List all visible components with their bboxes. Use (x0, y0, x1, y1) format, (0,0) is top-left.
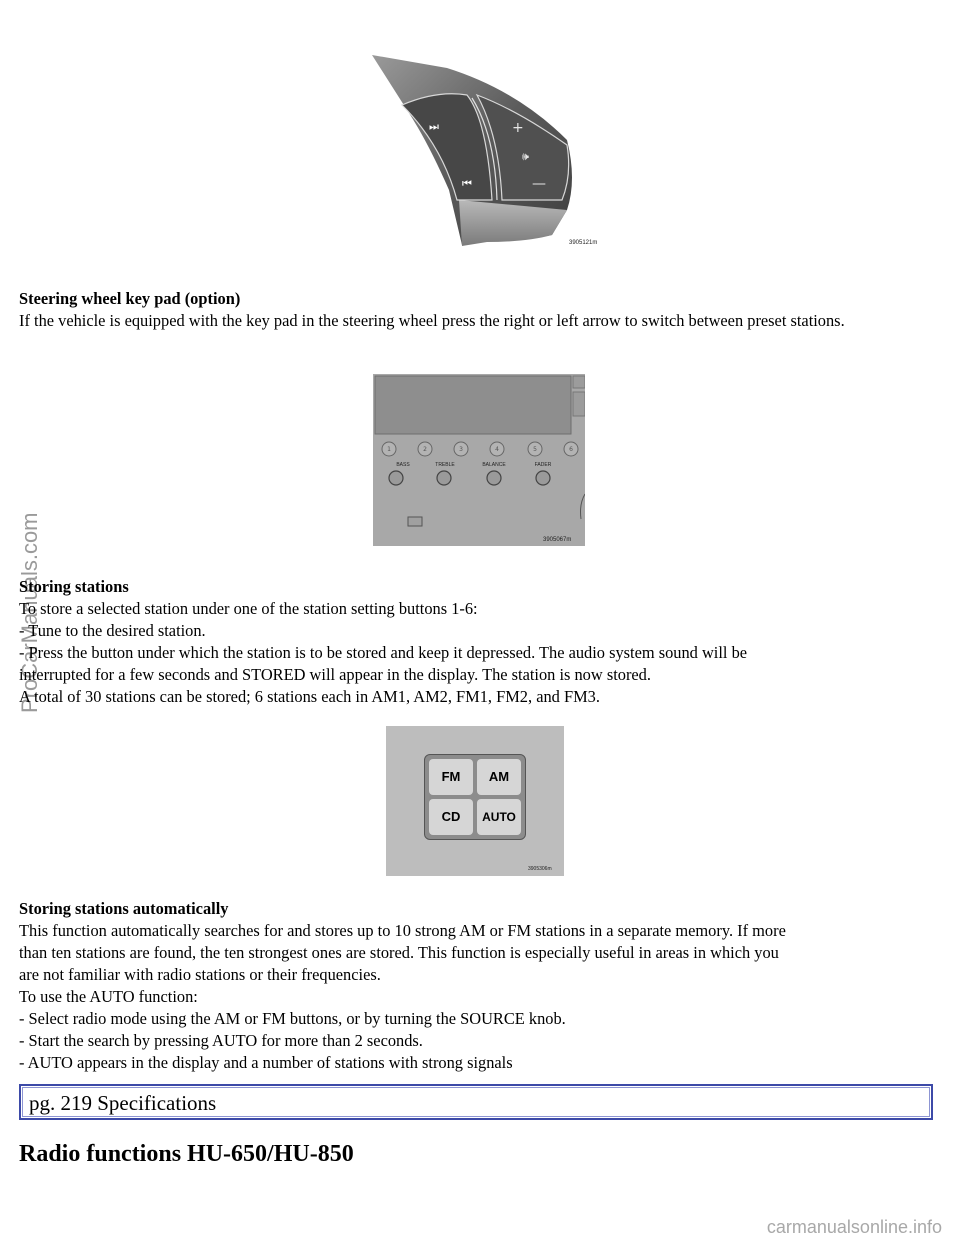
text-line: - AUTO appears in the display and a number of stations with strong signals (19, 1053, 513, 1072)
text-line: To store a selected station under one of the station setting buttons 1-6: (19, 599, 478, 618)
text-line: - Start the search by pressing AUTO for more than 2 seconds. (19, 1031, 423, 1050)
svg-text:1: 1 (387, 446, 391, 453)
balance-label: BALANCE (482, 462, 506, 468)
section-heading: Steering wheel key pad (option) (19, 289, 241, 308)
svg-text:5: 5 (533, 446, 537, 453)
svg-text:3: 3 (459, 446, 463, 453)
figure-code: 3905121m (569, 240, 598, 246)
text-line: than ten stations are found, the ten strongest ones are stored. This function is especially useful in areas in which you (19, 943, 779, 962)
storing-stations-section (19, 576, 934, 708)
next-track-icon: ⏭ (429, 120, 439, 133)
button-cluster (424, 754, 526, 840)
text-line: interrupted for a few seconds and STORED will appear in the display. The station is now stored. (19, 665, 651, 684)
volume-down-icon: — (532, 176, 546, 192)
speaker-icon: 🕪 (522, 150, 529, 163)
bass-label: BASS (396, 462, 410, 468)
section-heading: Storing stations (19, 577, 129, 596)
treble-label: TREBLE (435, 462, 455, 468)
am-button: AM (477, 759, 521, 795)
steering-keypad-section (19, 288, 934, 332)
steering-wheel-keypad-figure (367, 50, 617, 260)
text-line: - Tune to the desired station. (19, 621, 206, 640)
text-line: - Select radio mode using the AM or FM buttons, or by turning the SOURCE knob. (19, 1009, 566, 1028)
volume-up-icon: + (512, 120, 524, 136)
text-line: are not familiar with radio stations or their frequencies. (19, 965, 381, 984)
watermark: ProCarManuals.com (17, 512, 42, 713)
text-line: A total of 30 stations can be stored; 6 stations each in AM1, AM2, FM1, FM2, and FM3. (19, 687, 600, 706)
fader-label: FADER (534, 462, 552, 468)
radio-panel-figure (373, 374, 585, 546)
text-line: This function automatically searches for and stores up to 10 strong AM or FM stations in a separate memory. If more (19, 921, 786, 940)
svg-text:6: 6 (569, 446, 573, 453)
figure-code: 3905306m (528, 866, 552, 872)
steering-wheel-keypad-illustration (367, 50, 617, 260)
auto-store-section (19, 898, 934, 1074)
auto-button: AUTO (477, 799, 521, 835)
svg-text:2: 2 (423, 446, 427, 453)
section-heading: Storing stations automatically (19, 899, 229, 918)
source-buttons-figure (386, 726, 564, 876)
specifications-link-box[interactable] (19, 1084, 933, 1120)
figure-code: 3905067m (543, 537, 572, 543)
section-body: If the vehicle is equipped with the key pad in the steering wheel press the right or left arrow to switch between preset stations. (19, 311, 845, 330)
section-title: Radio functions HU-650/HU-850 (19, 1141, 354, 1167)
specifications-link[interactable]: pg. 219 Specifications (29, 1091, 217, 1115)
previous-track-icon: ⏮ (462, 177, 472, 190)
text-line: To use the AUTO function: (19, 987, 198, 1006)
fm-button: FM (429, 759, 473, 795)
cd-button: CD (429, 799, 473, 835)
text-line: - Press the button under which the station is to be stored and keep it depressed. The audio system sound will be (19, 643, 748, 662)
svg-text:4: 4 (495, 446, 499, 453)
radio-panel-illustration (373, 374, 585, 546)
footer-watermark: carmanualsonline.info (766, 1217, 942, 1237)
